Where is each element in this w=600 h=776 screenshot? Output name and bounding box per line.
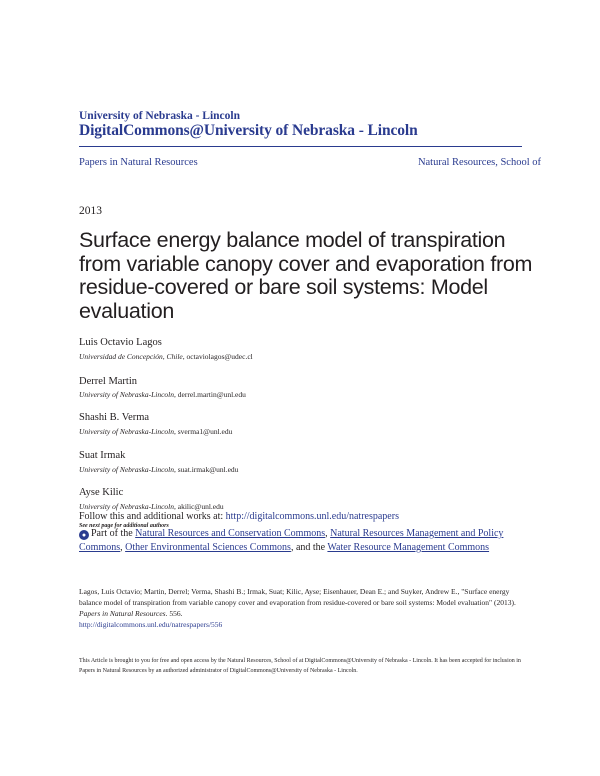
author-affiliation: University of Nebraska-Lincoln, sverma1@unl.edu bbox=[79, 427, 233, 436]
publication-year: 2013 bbox=[79, 205, 102, 217]
follow-url-link[interactable]: http://digitalcommons.unl.edu/natrespapers bbox=[225, 511, 399, 522]
author-affiliation: University of Nebraska-Lincoln, derrel.martin@unl.edu bbox=[79, 390, 246, 399]
author-affiliation: Universidad de Concepción, Chile, octaviolagos@udec.cl bbox=[79, 352, 253, 361]
commons-link-water-resource[interactable]: Water Resource Management Commons bbox=[327, 542, 490, 553]
part-of-commons: ● Part of the Natural Resources and Conservation Commons, Natural Resources Management and Policy Commons, Other Environmental Sciences Commons, and the Water Resource Management Commons bbox=[79, 528, 504, 553]
school-link[interactable]: Natural Resources, School of bbox=[417, 157, 541, 168]
author-name: Derrel Martin bbox=[79, 376, 138, 387]
follow-line: Follow this and additional works at: http://digitalcommons.unl.edu/natrespapers bbox=[79, 511, 399, 522]
citation-block: Lagos, Luis Octavio; Martin, Derrel; Verma, Shashi B.; Irmak, Suat; Kilic, Ayse; Eisenhauer, Dean E.; and Suyker, Andrew E., "Surface energy balance model of transpiration from variable canopy cover and evaporation from residue-covered or bare soil systems: Model evaluation" (2013). Papers in Natural Resources. 556. http://digitalcommons.unl.edu/natrespapers/556 bbox=[79, 587, 516, 629]
commons-link-resources-management[interactable]: Natural Resources Management and Policy Commons bbox=[79, 528, 504, 553]
commons-network-icon: ● bbox=[79, 530, 89, 540]
repository-link[interactable]: DigitalCommons@University of Nebraska - Lincoln bbox=[79, 122, 418, 139]
see-more-authors: See next page for additional authors bbox=[79, 523, 169, 529]
author-name: Ayse Kilic bbox=[79, 487, 124, 498]
institution-link[interactable]: University of Nebraska - Lincoln bbox=[79, 110, 240, 122]
author-affiliation: University of Nebraska-Lincoln, akilic@unl.edu bbox=[79, 502, 224, 511]
commons-link-natural-resources[interactable]: Natural Resources and Conservation Commons bbox=[135, 528, 326, 539]
author-affiliation: University of Nebraska-Lincoln, suat.irmak@unl.edu bbox=[79, 465, 239, 474]
series-link[interactable]: Papers in Natural Resources bbox=[79, 157, 198, 168]
header-divider bbox=[79, 146, 522, 147]
author-name: Suat Irmak bbox=[79, 450, 126, 461]
author-name: Luis Octavio Lagos bbox=[79, 337, 162, 348]
commons-link-environmental-sciences[interactable]: Other Environmental Sciences Commons bbox=[125, 542, 291, 553]
citation-url-link[interactable]: http://digitalcommons.unl.edu/natrespapers/556 bbox=[79, 620, 223, 629]
access-notice: This Article is brought to you for free and open access by the Natural Resources, School of at DigitalCommons@University of Nebraska - Lincoln. It has been accepted for inclusion in Papers in Natural Resources by an authorized administrator of DigitalCommons@University of Nebraska - Lincoln. bbox=[79, 658, 521, 674]
author-name: Shashi B. Verma bbox=[79, 412, 150, 423]
paper-title: Surface energy balance model of transpiration from variable canopy cover and evaporation from residue-covered or bare soil systems: Model evaluation bbox=[79, 228, 533, 323]
